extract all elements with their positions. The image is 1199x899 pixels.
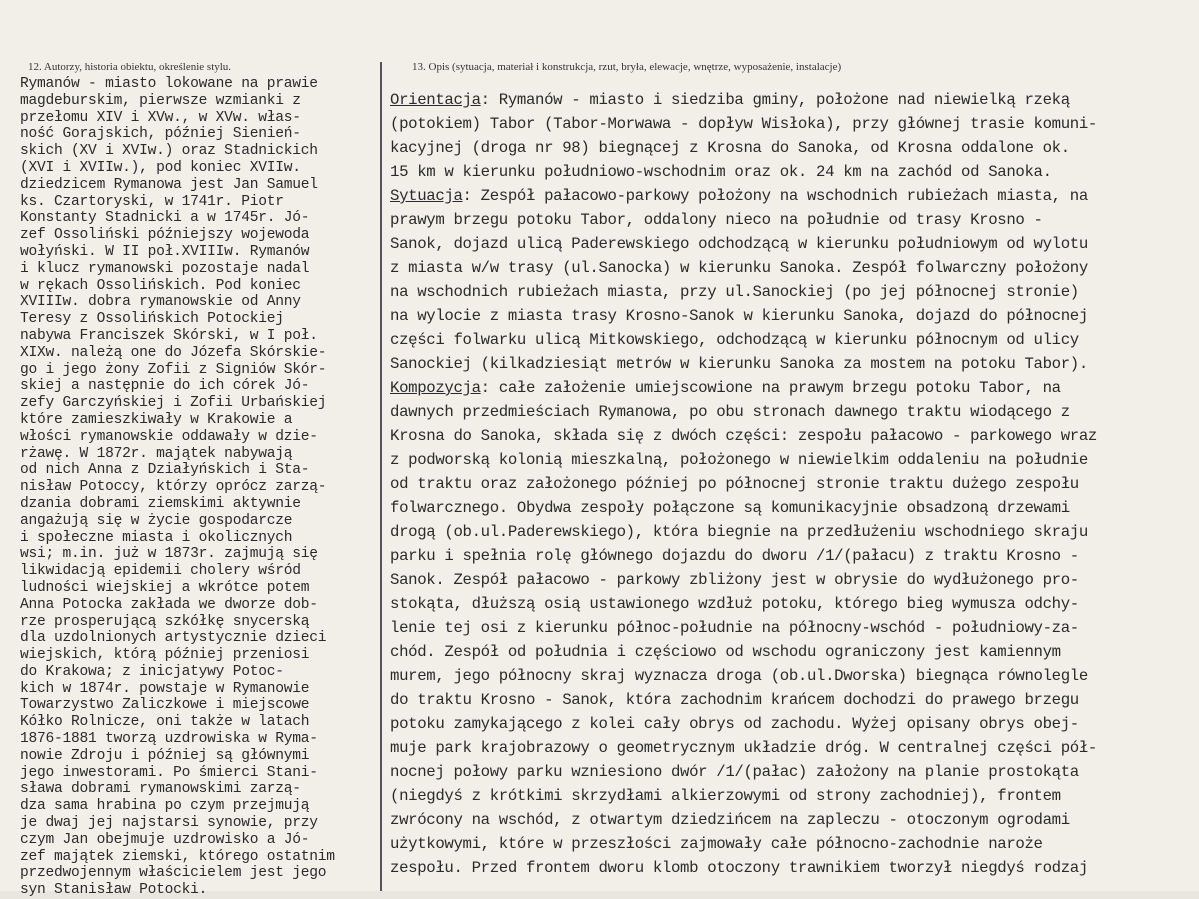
- line-text: : całe założenie umiejscowione na prawym brzegu potoku Tabor, na: [480, 379, 1061, 397]
- line-text: folwarcznego. Obydwa zespoły połączone są komunikacyjnie obsadzoną drzewami: [390, 499, 1070, 517]
- description-text-line: [390, 568, 1190, 592]
- history-text-line: od nich Anna z Działyńskich i Sta-: [20, 462, 310, 479]
- history-text-line: nowie Zdroju i później są głównymi: [20, 747, 310, 764]
- line-text: użytkowymi, które w przeszłości zajmowały całe północno-zachodnie naroże: [390, 835, 1043, 853]
- history-text-line: je dwaj jej najstarsi synowie, przy: [20, 815, 318, 832]
- description-text-line: [390, 784, 1190, 808]
- history-text-line: go i jego żony Zofii z Signiów Skór-: [20, 361, 327, 378]
- description-text-line: [390, 184, 1190, 208]
- history-text-line: Rymanów - miasto lokowane na prawie: [20, 76, 318, 92]
- history-text-line: kich w 1874r. powstaje w Rymanowie: [20, 680, 310, 697]
- history-text-line: ks. Czartoryski, w 1741r. Piotr: [20, 193, 284, 210]
- description-text-line: [390, 832, 1190, 856]
- line-text: (niegdyś z krótkimi skrzydłami alkierzowymi od strony zachodniej), frontem: [390, 787, 1061, 805]
- line-text: zwrócony na wschód, z otwartym dziedzińcem na zapleczu - otoczonym ogrodami: [390, 811, 1070, 829]
- section-13-header: 13. Opis (sytuacja, materiał i konstrukcja, rzut, bryła, elewacje, wnętrze, wyposażenie, instalacje): [412, 61, 842, 73]
- history-text-line: skich (XV i XVIw.) oraz Stadnickich: [20, 143, 318, 160]
- line-text: (potokiem) Tabor (Tabor-Morwawa - dopływ Wisłoka), przy głównej trasie komuni-: [390, 115, 1097, 133]
- line-text: prawym brzegu potoku Tabor, oddalony nieco na południe od trasy Krosno -: [390, 211, 1043, 229]
- history-text-line: które zamieszkiwały w Krakowie a: [20, 411, 293, 428]
- history-text-line: XVIIIw. dobra rymanowskie od Anny: [20, 294, 301, 311]
- line-text: murem, jego północny skraj wyznacza droga (ob.ul.Dworska) biegnąca równolegle: [390, 667, 1088, 685]
- section-12-header: 12. Autorzy, historia obiektu, określenie stylu.: [28, 61, 232, 73]
- line-text: od traktu oraz założonego później po północnej stronie traktu dużego zespołu: [390, 475, 1079, 493]
- history-text-line: rze prosperującą szkółkę snycerską: [20, 613, 310, 630]
- line-text: kacyjnej (droga nr 98) biegnącej z Krosna do Sanoka, od Krosna oddalone ok.: [390, 139, 1070, 157]
- line-text: zespołu. Przed frontem dworu klomb otoczony trawnikiem tworzył niegdyś rodzaj: [390, 859, 1088, 877]
- description-text-line: [390, 616, 1190, 640]
- description-text-line: [390, 544, 1190, 568]
- description-text-line: [390, 112, 1190, 136]
- line-text: chód. Zespół od południa i częściowo od wschodu ograniczony jest kamiennym: [390, 643, 1061, 661]
- history-text-line: zefy Garczyńskiej i Zofii Urbańskiej: [20, 395, 327, 412]
- description-text-line: [390, 520, 1190, 544]
- history-text-line: 1876-1881 tworzą uzdrowiska w Ryma-: [20, 731, 318, 748]
- description-text-line: [390, 424, 1190, 448]
- history-text-line: likwidacją epidemii cholery wśród: [20, 563, 301, 580]
- line-text: z podworską kolonią mieszkalną, położonego w niewielkim oddaleniu na południe: [390, 451, 1088, 469]
- section-heading: Kompozycja: [390, 379, 481, 397]
- history-text-line: ność Gorajskich, później Sienień-: [20, 126, 301, 143]
- description-text-line: [390, 304, 1190, 328]
- history-text-line: sława dobrami rymanowskimi zarzą-: [20, 781, 301, 798]
- history-text-line: dzania dobrami ziemskimi aktywnie: [20, 495, 301, 512]
- line-text: : Rymanów - miasto i siedziba gminy, położone nad niewielką rzeką: [480, 91, 1070, 109]
- line-text: parku i spełnia rolę głównego dojazdu do dworu /1/(pałacu) z traktu Krosno -: [390, 547, 1079, 565]
- history-text-line: wołyński. W II poł.XVIIIw. Rymanów: [20, 243, 310, 260]
- description-text-line: [390, 496, 1190, 520]
- history-text-line: magdeburskim, pierwsze wzmianki z: [20, 92, 301, 109]
- description-text-line: [390, 640, 1190, 664]
- line-text: części folwarku ulicą Mitkowskiego, odchodzącą w kierunku północnym od ulicy: [390, 331, 1079, 349]
- description-text-line: [390, 472, 1190, 496]
- description-text-line: [390, 136, 1190, 160]
- history-text-line: Anna Potocka zakłada we dworze dob-: [20, 596, 318, 613]
- history-text-line: wsi; m.in. już w 1873r. zajmują się: [20, 546, 318, 563]
- history-text-line: syn Stanisław Potocki.: [20, 882, 208, 899]
- history-text-line: zef Ossoliński późniejszy wojewoda: [20, 227, 310, 244]
- line-text: lenie tej osi z kierunku północ-południe na północny-wschód - południowy-za-: [390, 619, 1079, 637]
- history-text-line: (XVI i XVIIw.), pod koniec XVIIw.: [20, 159, 301, 176]
- line-text: muje park krajobrazowy o geometrycznym układzie dróg. W centralnej części pół-: [390, 739, 1097, 757]
- description-text-line: [390, 256, 1190, 280]
- history-text-line: do Krakowa; z inicjatywy Potoc-: [20, 663, 284, 680]
- history-text-line: rżawę. W 1872r. majątek nabywają: [20, 445, 293, 462]
- history-text-line: ludności wiejskiej a wkrótce potem: [20, 579, 310, 596]
- description-text-line: [390, 712, 1190, 736]
- description-text-line: [390, 280, 1190, 304]
- history-text-line: zef majątek ziemski, którego ostatnim: [20, 848, 335, 865]
- history-text-line: włości rymanowskie oddawały w dzie-: [20, 428, 318, 445]
- line-text: Sanok, dojazd ulicą Paderewskiego odchodzącą w kierunku południowym od wylotu: [390, 235, 1088, 253]
- description-text-line: [390, 376, 1190, 400]
- line-text: Krosna do Sanoka, składa się z dwóch części: zespołu pałacowo - parkowego wraz: [390, 427, 1097, 445]
- history-text-line: nisław Potoccy, którzy oprócz zarzą-: [20, 479, 327, 496]
- history-text-line: nabywa Franciszek Skórski, w I poł.: [20, 327, 318, 344]
- description-text-line: [390, 232, 1190, 256]
- line-text: : Zespół pałacowo-parkowy położony na wschodnich rubieżach miasta, na: [462, 187, 1088, 205]
- description-text-line: [390, 448, 1190, 472]
- history-text-line: dla uzdolnionych artystycznie dzieci: [20, 630, 327, 647]
- history-text-line: przełomu XIV i XVw., w XVw. włas-: [20, 109, 301, 126]
- line-text: dawnych przedmieściach Rymanowa, po obu stronach dawnego traktu wiodącego z: [390, 403, 1070, 421]
- history-text-line: Towarzystwo Zaliczkowe i miejscowe: [20, 697, 310, 714]
- line-text: nocnej połowy parku wzniesiono dwór /1/(pałac) założony na planie prostokąta: [390, 763, 1079, 781]
- history-text-line: czym Jan obejmuje uzdrowisko a Jó-: [20, 831, 310, 848]
- description-text-line: [390, 592, 1190, 616]
- line-text: 15 km w kierunku południowo-wschodnim oraz ok. 24 km na zachód od Sanoka.: [390, 163, 1052, 181]
- description-text-line: [390, 352, 1190, 376]
- line-text: z miasta w/w trasy (ul.Sanocka) w kierunku Sanoka. Zespół folwarczny położony: [390, 259, 1088, 277]
- description-text-line: [390, 856, 1190, 880]
- description-text-line: [390, 688, 1190, 712]
- line-text: drogą (ob.ul.Paderewskiego), która biegnie na przedłużeniu wschodniego skraju: [390, 523, 1088, 541]
- line-text: Sanockiej (kilkadziesiąt metrów w kierunku Sanoka za mostem na potoku Tabor).: [390, 355, 1088, 373]
- line-text: na wschodnich rubieżach miasta, przy ul.Sanockiej (po jej północnej stronie): [390, 283, 1079, 301]
- history-text-line: Teresy z Ossolińskich Potockiej: [20, 311, 284, 328]
- description-text-line: [390, 808, 1190, 832]
- description-text-line: [390, 160, 1190, 184]
- description-column: [390, 88, 1190, 880]
- description-text-line: [390, 760, 1190, 784]
- section-heading: Sytuacja: [390, 187, 463, 205]
- line-text: na wylocie z miasta trasy Krosno-Sanok w kierunku Sanoka, dojazd do północnej: [390, 307, 1088, 325]
- description-text-line: [390, 208, 1190, 232]
- history-text-line: Konstanty Stadnicki a w 1745r. Jó-: [20, 210, 310, 227]
- column-divider: [380, 62, 382, 891]
- history-text-line: angażują się w życie gospodarcze: [20, 512, 293, 529]
- history-text-line: i społeczne miasta i okolicznych: [20, 529, 293, 546]
- section-heading: Orientacja: [390, 91, 481, 109]
- line-text: Sanok. Zespół pałacowo - parkowy zbliżony jest w obrysie do wydłużonego pro-: [390, 571, 1079, 589]
- history-text-line: dziedzicem Rymanowa jest Jan Samuel: [20, 176, 318, 193]
- history-text-line: wiejskich, którą później przeniosi: [20, 647, 310, 664]
- history-text-line: jego inwestorami. Po śmierci Stani-: [20, 764, 318, 781]
- history-text-line: i klucz rymanowski pozostaje nadal: [20, 260, 310, 277]
- line-text: do traktu Krosno - Sanok, która zachodnim krańcem dochodzi do prawego brzegu: [390, 691, 1079, 709]
- description-text-line: [390, 736, 1190, 760]
- line-text: potoku zamykającego z kolei cały obrys od zachodu. Wyżej opisany obrys obej-: [390, 715, 1079, 733]
- history-text-line: skiej a następnie do ich córek Jó-: [20, 378, 310, 395]
- history-column: [20, 76, 376, 899]
- description-text-line: [390, 664, 1190, 688]
- history-text-line: przedwojennym właścicielem jest jego: [20, 865, 327, 882]
- history-text-line: w rękach Ossolińskich. Pod koniec: [20, 277, 301, 294]
- line-text: stokąta, dłuższą osią ustawionego wzdłuż potoku, którego bieg wymusza odchy-: [390, 595, 1079, 613]
- history-text-line: XIXw. należą one do Józefa Skórskie-: [20, 344, 327, 361]
- description-text-line: [390, 328, 1190, 352]
- description-text-line: [390, 400, 1190, 424]
- history-text-line: Kółko Rolnicze, oni także w latach: [20, 714, 310, 731]
- description-text-line: [390, 88, 1190, 112]
- history-text-line: dza sama hrabina po czym przejmują: [20, 798, 310, 815]
